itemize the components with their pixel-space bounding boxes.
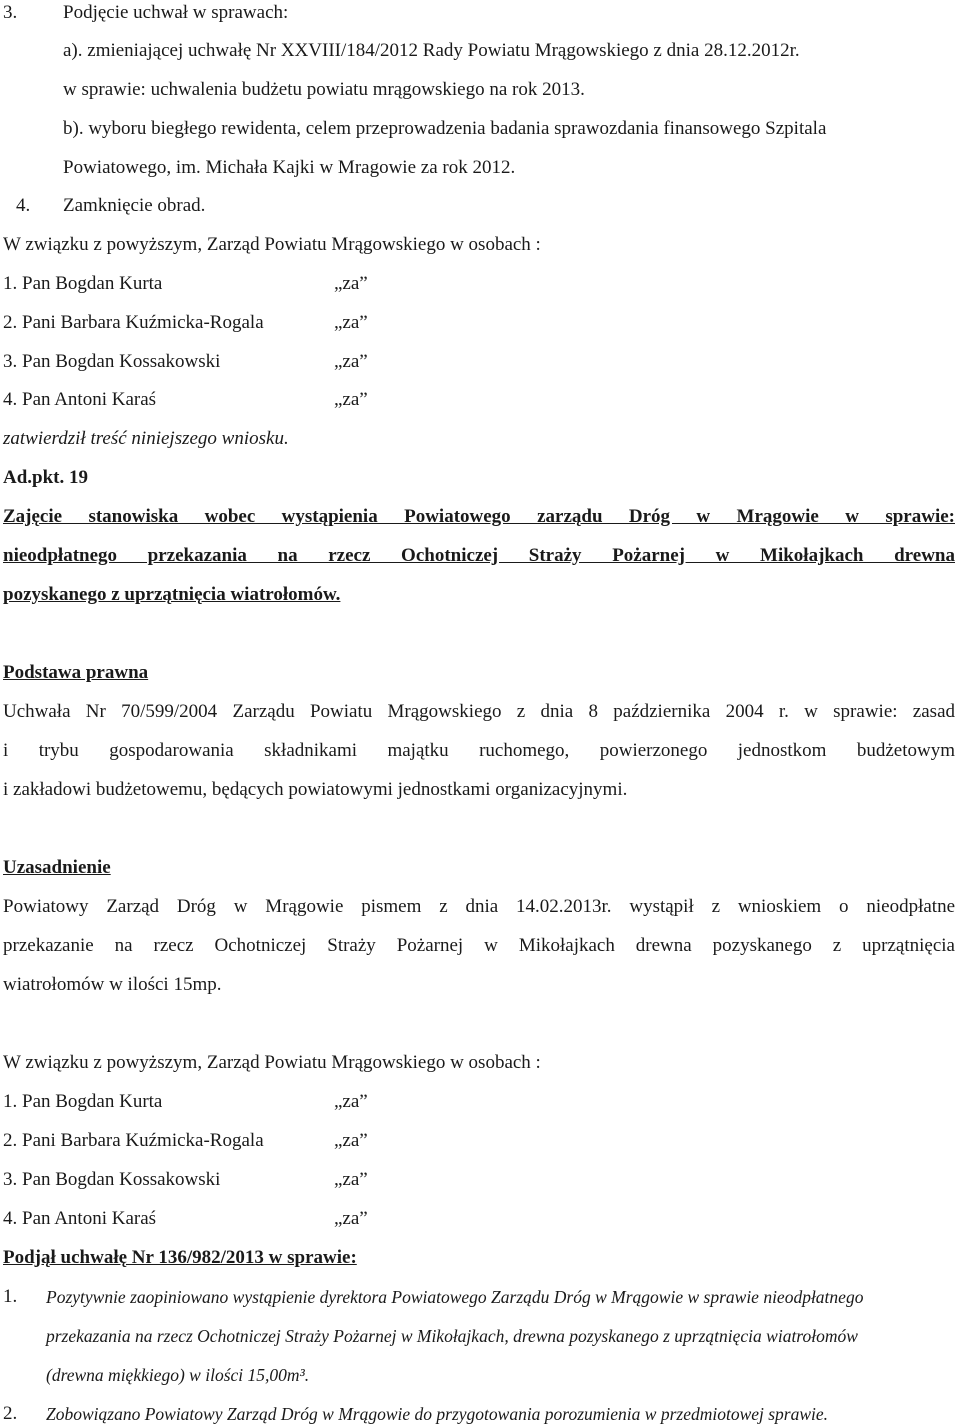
item-3-heading: Podjęcie uchwał w sprawach: (63, 2, 289, 23)
resolution-item-2-text: Zobowiązano Powiatowy Zarząd Dróg w Mrągowie do przygotowania porozumienia w przedmiotowej sprawie. (46, 1404, 829, 1424)
vote-row (3, 1091, 443, 1113)
vote-member-name: 2. Pani Barbara Kuźmicka-Rogala (3, 1130, 264, 1151)
point-19-title-line-2: nieodpłatnego przekazania na rzecz Ochotniczej Straży Pożarnej w Mikołajkach drewna (3, 545, 955, 566)
approved-note: zatwierdził treść niniejszego wniosku. (3, 428, 289, 449)
resolution-item-2-number: 2. (3, 1403, 18, 1424)
vote-row (3, 1169, 443, 1191)
resolution-item-1-number: 1. (3, 1286, 18, 1307)
vote-row (3, 273, 443, 295)
vote-value: „za” (334, 1208, 368, 1229)
justification-heading: Uzasadnienie (3, 857, 111, 878)
legal-basis-line-2: i trybu gospodarowania składnikami majątku ruchomego, powierzonego jednostkom budżetowym (3, 740, 955, 761)
resolution-item-1-line-1: Pozytywnie zaopiniowano wystąpienie dyrektora Powiatowego Zarządu Dróg w Mrągowie w sprawie nieodpłatnego (46, 1287, 864, 1307)
item-4-number: 4. (16, 195, 31, 216)
vote-row (3, 1130, 443, 1152)
vote-member-name: 1. Pan Bogdan Kurta (3, 1091, 163, 1112)
board-intro-bottom: W związku z powyższym, Zarząd Powiatu Mrągowskiego w osobach : (3, 1052, 541, 1073)
vote-member-name: 1. Pan Bogdan Kurta (3, 273, 163, 294)
point-19-title-line-1: Zajęcie stanowiska wobec wystąpienia Powiatowego zarządu Dróg w Mrągowie w sprawie: (3, 506, 955, 527)
vote-row (3, 312, 443, 334)
legal-basis-heading: Podstawa prawna (3, 662, 149, 683)
vote-value: „za” (334, 1169, 368, 1190)
vote-value: „za” (334, 389, 368, 410)
item-3-number: 3. (3, 2, 18, 23)
vote-member-name: 4. Pan Antoni Karaś (3, 389, 157, 410)
item-3b-line-1: b). wyboru biegłego rewidenta, celem przeprowadzenia badania sprawozdania finansowego Szpitala (63, 118, 827, 139)
justification-line-3: wiatrołomów w ilości 15mp. (3, 974, 222, 995)
vote-member-name: 3. Pan Bogdan Kossakowski (3, 351, 221, 372)
point-19-label: Ad.pkt. 19 (3, 467, 88, 488)
vote-value: „za” (334, 351, 368, 372)
legal-basis-line-1: Uchwała Nr 70/599/2004 Zarządu Powiatu Mrągowskiego z dnia 8 października 2004 r. w sprawie: zasad (3, 701, 955, 722)
vote-member-name: 4. Pan Antoni Karaś (3, 1208, 157, 1229)
resolution-heading: Podjął uchwałę Nr 136/982/2013 w sprawie: (3, 1247, 357, 1268)
vote-value: „za” (334, 312, 368, 333)
vote-row (3, 389, 443, 411)
vote-member-name: 3. Pan Bogdan Kossakowski (3, 1169, 221, 1190)
vote-value: „za” (334, 1091, 368, 1112)
resolution-item-1-line-2: przekazania na rzecz Ochotniczej Straży Pożarnej w Mikołajkach, drewna pozyskanego z uprzątnięcia wiatrołomów (46, 1326, 858, 1346)
legal-basis-line-3: i zakładowi budżetowemu, będących powiatowymi jednostkami organizacyjnymi. (3, 779, 628, 800)
vote-value: „za” (334, 1130, 368, 1151)
vote-value: „za” (334, 273, 368, 294)
board-intro-top: W związku z powyższym, Zarząd Powiatu Mrągowskiego w osobach : (3, 234, 541, 255)
item-4-heading: Zamknięcie obrad. (63, 195, 206, 216)
item-3b-line-2: Powiatowego, im. Michała Kajki w Mragowie za rok 2012. (63, 157, 516, 178)
vote-member-name: 2. Pani Barbara Kuźmicka-Rogala (3, 312, 264, 333)
item-3a-line-2: w sprawie: uchwalenia budżetu powiatu mrągowskiego na rok 2013. (63, 79, 585, 100)
justification-line-1: Powiatowy Zarząd Dróg w Mrągowie pismem z dnia 14.02.2013r. wystąpił z wnioskiem o nieodpłatne (3, 896, 955, 917)
vote-row (3, 1208, 443, 1230)
item-3a-line-1: a). zmieniającej uchwałę Nr XXVIII/184/2012 Rady Powiatu Mrągowskiego z dnia 28.12.2012r. (63, 40, 800, 61)
justification-line-2: przekazanie na rzecz Ochotniczej Straży Pożarnej w Mikołajkach drewna pozyskanego z uprzątnięcia (3, 935, 955, 956)
vote-row (3, 351, 443, 373)
resolution-item-1-line-3: (drewna miękkiego) w ilości 15,00m³. (46, 1365, 310, 1385)
point-19-title-line-3: pozyskanego z uprzątnięcia wiatrołomów. (3, 584, 341, 605)
